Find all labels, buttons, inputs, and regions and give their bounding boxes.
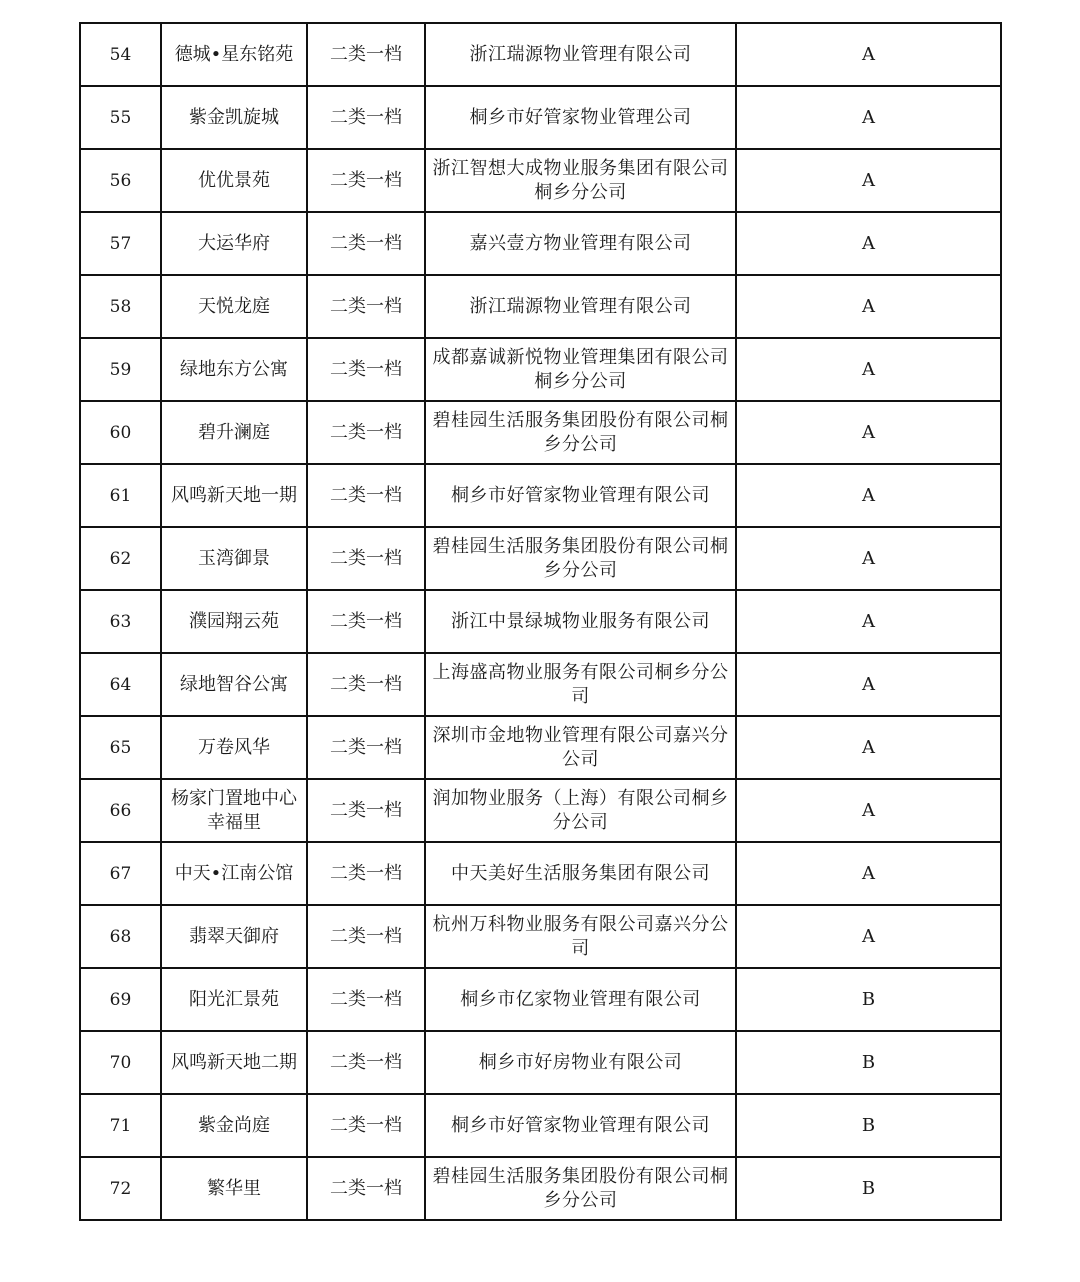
grade: A [736, 653, 1001, 716]
property-company: 浙江中景绿城物业服务有限公司 [425, 590, 736, 653]
grade: A [736, 590, 1001, 653]
property-company: 桐乡市好管家物业管理有限公司 [425, 464, 736, 527]
table-row [80, 1031, 1001, 1094]
property-company: 成都嘉诚新悦物业管理集团有限公司桐乡分公司 [425, 338, 736, 401]
grade: B [736, 1157, 1001, 1220]
category: 二类一档 [307, 779, 425, 842]
property-company: 桐乡市好管家物业管理公司 [425, 86, 736, 149]
property-company: 碧桂园生活服务集团股份有限公司桐乡分公司 [425, 1157, 736, 1220]
row-number: 64 [80, 653, 161, 716]
row-number: 62 [80, 527, 161, 590]
grade: A [736, 401, 1001, 464]
row-number: 55 [80, 86, 161, 149]
category: 二类一档 [307, 653, 425, 716]
property-company: 桐乡市好房物业有限公司 [425, 1031, 736, 1094]
property-company: 桐乡市好管家物业管理有限公司 [425, 1094, 736, 1157]
community-name: 风鸣新天地一期 [161, 464, 307, 527]
category: 二类一档 [307, 401, 425, 464]
community-name: 绿地智谷公寓 [161, 653, 307, 716]
category: 二类一档 [307, 1157, 425, 1220]
row-number: 63 [80, 590, 161, 653]
property-company: 浙江瑞源物业管理有限公司 [425, 275, 736, 338]
community-name: 繁华里 [161, 1157, 307, 1220]
table-body [80, 23, 1001, 1220]
community-name: 翡翠天御府 [161, 905, 307, 968]
row-number: 59 [80, 338, 161, 401]
row-number: 71 [80, 1094, 161, 1157]
grade: A [736, 716, 1001, 779]
property-rating-table [79, 22, 1002, 1221]
community-name: 紫金尚庭 [161, 1094, 307, 1157]
community-name: 濮园翔云苑 [161, 590, 307, 653]
table-row [80, 1094, 1001, 1157]
community-name: 风鸣新天地二期 [161, 1031, 307, 1094]
row-number: 57 [80, 212, 161, 275]
property-company: 浙江瑞源物业管理有限公司 [425, 23, 736, 86]
category: 二类一档 [307, 464, 425, 527]
row-number: 68 [80, 905, 161, 968]
row-number: 66 [80, 779, 161, 842]
grade: A [736, 212, 1001, 275]
community-name: 万卷风华 [161, 716, 307, 779]
grade: A [736, 464, 1001, 527]
table-row [80, 779, 1001, 842]
community-name: 天悦龙庭 [161, 275, 307, 338]
row-number: 67 [80, 842, 161, 905]
property-company: 浙江智想大成物业服务集团有限公司桐乡分公司 [425, 149, 736, 212]
category: 二类一档 [307, 338, 425, 401]
table-row [80, 842, 1001, 905]
community-name: 大运华府 [161, 212, 307, 275]
category: 二类一档 [307, 149, 425, 212]
grade: A [736, 275, 1001, 338]
table-row [80, 212, 1001, 275]
category: 二类一档 [307, 86, 425, 149]
community-name: 紫金凯旋城 [161, 86, 307, 149]
grade: B [736, 1094, 1001, 1157]
community-name: 碧升澜庭 [161, 401, 307, 464]
grade: B [736, 1031, 1001, 1094]
community-name: 优优景苑 [161, 149, 307, 212]
row-number: 61 [80, 464, 161, 527]
row-number: 69 [80, 968, 161, 1031]
row-number: 65 [80, 716, 161, 779]
grade: A [736, 527, 1001, 590]
table-row [80, 338, 1001, 401]
category: 二类一档 [307, 275, 425, 338]
property-company: 中天美好生活服务集团有限公司 [425, 842, 736, 905]
community-name: 阳光汇景苑 [161, 968, 307, 1031]
grade: A [736, 338, 1001, 401]
table-row [80, 968, 1001, 1031]
property-company: 桐乡市亿家物业管理有限公司 [425, 968, 736, 1031]
row-number: 56 [80, 149, 161, 212]
category: 二类一档 [307, 842, 425, 905]
table-row [80, 86, 1001, 149]
table-row [80, 149, 1001, 212]
category: 二类一档 [307, 716, 425, 779]
property-company: 杭州万科物业服务有限公司嘉兴分公司 [425, 905, 736, 968]
category: 二类一档 [307, 905, 425, 968]
community-name: 绿地东方公寓 [161, 338, 307, 401]
grade: A [736, 23, 1001, 86]
property-company: 润加物业服务（上海）有限公司桐乡分公司 [425, 779, 736, 842]
property-company: 嘉兴壹方物业管理有限公司 [425, 212, 736, 275]
table-row [80, 275, 1001, 338]
category: 二类一档 [307, 212, 425, 275]
category: 二类一档 [307, 527, 425, 590]
community-name: 杨家门置地中心幸福里 [161, 779, 307, 842]
table-row [80, 23, 1001, 86]
category: 二类一档 [307, 1094, 425, 1157]
table-row [80, 590, 1001, 653]
property-company: 深圳市金地物业管理有限公司嘉兴分公司 [425, 716, 736, 779]
row-number: 72 [80, 1157, 161, 1220]
row-number: 54 [80, 23, 161, 86]
category: 二类一档 [307, 590, 425, 653]
grade: A [736, 149, 1001, 212]
table-row [80, 716, 1001, 779]
category: 二类一档 [307, 23, 425, 86]
property-company: 上海盛高物业服务有限公司桐乡分公司 [425, 653, 736, 716]
row-number: 60 [80, 401, 161, 464]
grade: A [736, 842, 1001, 905]
grade: A [736, 779, 1001, 842]
property-company: 碧桂园生活服务集团股份有限公司桐乡分公司 [425, 401, 736, 464]
table-row [80, 401, 1001, 464]
table-row [80, 527, 1001, 590]
table-row [80, 905, 1001, 968]
community-name: 玉湾御景 [161, 527, 307, 590]
grade: A [736, 905, 1001, 968]
category: 二类一档 [307, 968, 425, 1031]
row-number: 58 [80, 275, 161, 338]
category: 二类一档 [307, 1031, 425, 1094]
grade: A [736, 86, 1001, 149]
table-row [80, 1157, 1001, 1220]
table-row [80, 464, 1001, 527]
community-name: 中天•江南公馆 [161, 842, 307, 905]
grade: B [736, 968, 1001, 1031]
community-name: 德城•星东铭苑 [161, 23, 307, 86]
table-row [80, 653, 1001, 716]
row-number: 70 [80, 1031, 161, 1094]
property-company: 碧桂园生活服务集团股份有限公司桐乡分公司 [425, 527, 736, 590]
